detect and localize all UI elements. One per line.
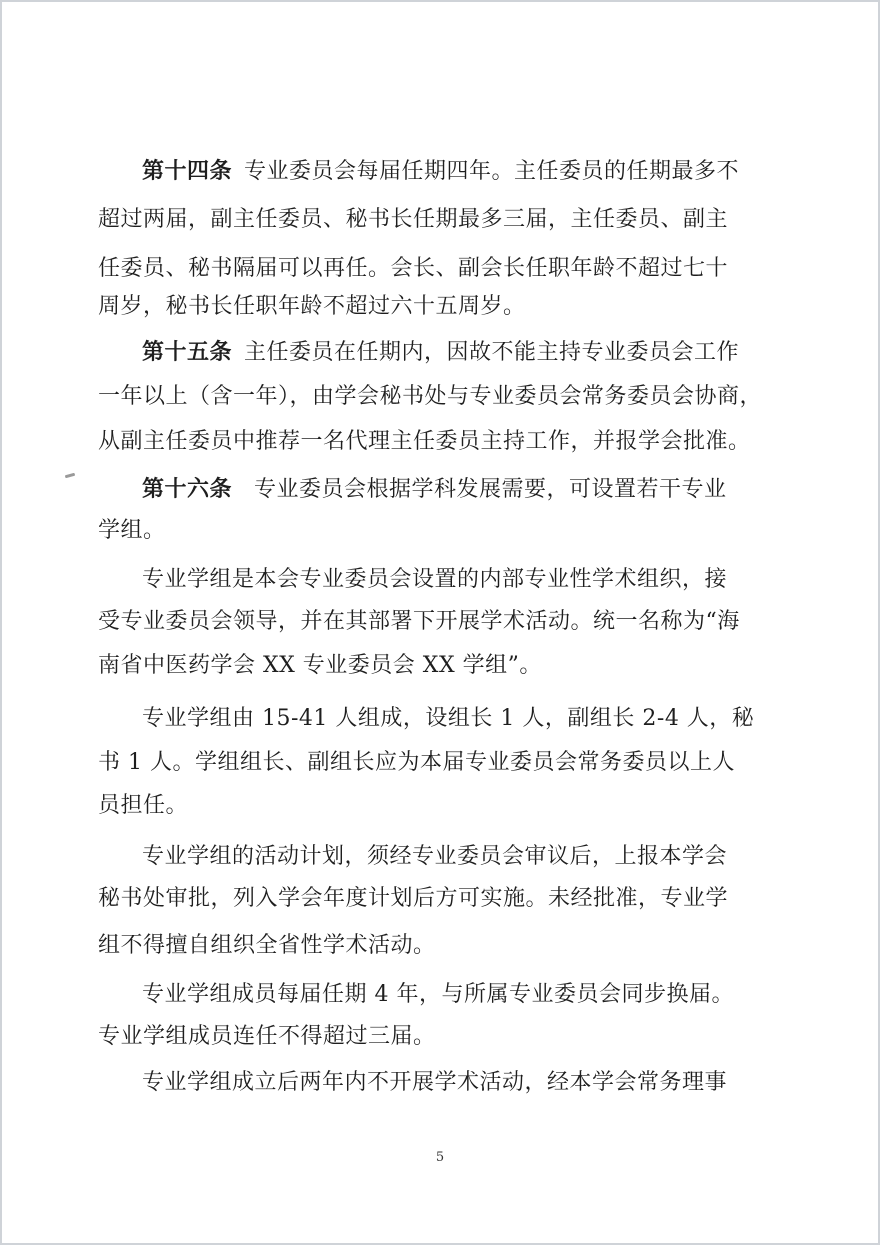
body-text: 学组。	[98, 518, 166, 543]
body-text: 从副主任委员中推荐一名代理主任委员主持工作，并报学会批准。	[98, 429, 751, 454]
article-16-text: 专业委员会根据学科发展需要，可设置若干专业	[254, 477, 727, 502]
body-text: 专业学组成员连任不得超过三届。	[98, 1024, 436, 1049]
body-text: 专业学组由 15-41 人组成，设组长 1 人，副组长 2-4 人，秘	[142, 706, 755, 731]
page-number: 5	[435, 1150, 445, 1165]
body-text: 超过两届，副主任委员、秘书长任期最多三届，主任委员、副主	[98, 207, 729, 232]
body-text: 任委员、秘书隔届可以再任。会长、副会长任职年龄不超过七十	[98, 256, 729, 281]
scan-mark	[65, 473, 75, 478]
body-text: 书 1 人。学组组长、副组长应为本届专业委员会常务委员以上人	[98, 750, 735, 775]
body-text: 专业学组是本会专业委员会设置的内部专业性学术组织，接	[142, 567, 728, 592]
article-16-heading: 第十六条	[142, 476, 233, 502]
body-text: 受专业委员会领导，并在其部署下开展学术活动。统一名称为“海	[98, 609, 740, 634]
body-text: 一年以上（含一年），由学会秘书处与专业委员会常务委员会协商，	[98, 384, 763, 409]
body-text: 专业学组成立后两年内不开展学术活动，经本学会常务理事	[142, 1070, 728, 1095]
body-text: 组不得擅自组织全省性学术活动。	[98, 933, 436, 958]
body-text: 专业学组成员每届任期 4 年，与所属专业委员会同步换届。	[142, 982, 734, 1007]
body-text: 专业学组的活动计划，须经专业委员会审议后，上报本学会	[142, 844, 728, 869]
article-14-text: 专业委员会每届任期四年。主任委员的任期最多不	[244, 159, 740, 184]
body-text: 南省中医药学会 XX 专业委员会 XX 学组”。	[98, 653, 542, 678]
article-15-heading: 第十五条	[142, 339, 233, 365]
body-text: 员担任。	[98, 793, 189, 818]
body-text: 周岁，秘书长任职年龄不超过六十五周岁。	[98, 294, 526, 319]
body-text: 秘书处审批，列入学会年度计划后方可实施。未经批准，专业学	[98, 886, 729, 911]
article-14-heading: 第十四条	[142, 158, 233, 184]
article-15-text: 主任委员在任期内，因故不能主持专业委员会工作	[244, 340, 740, 365]
